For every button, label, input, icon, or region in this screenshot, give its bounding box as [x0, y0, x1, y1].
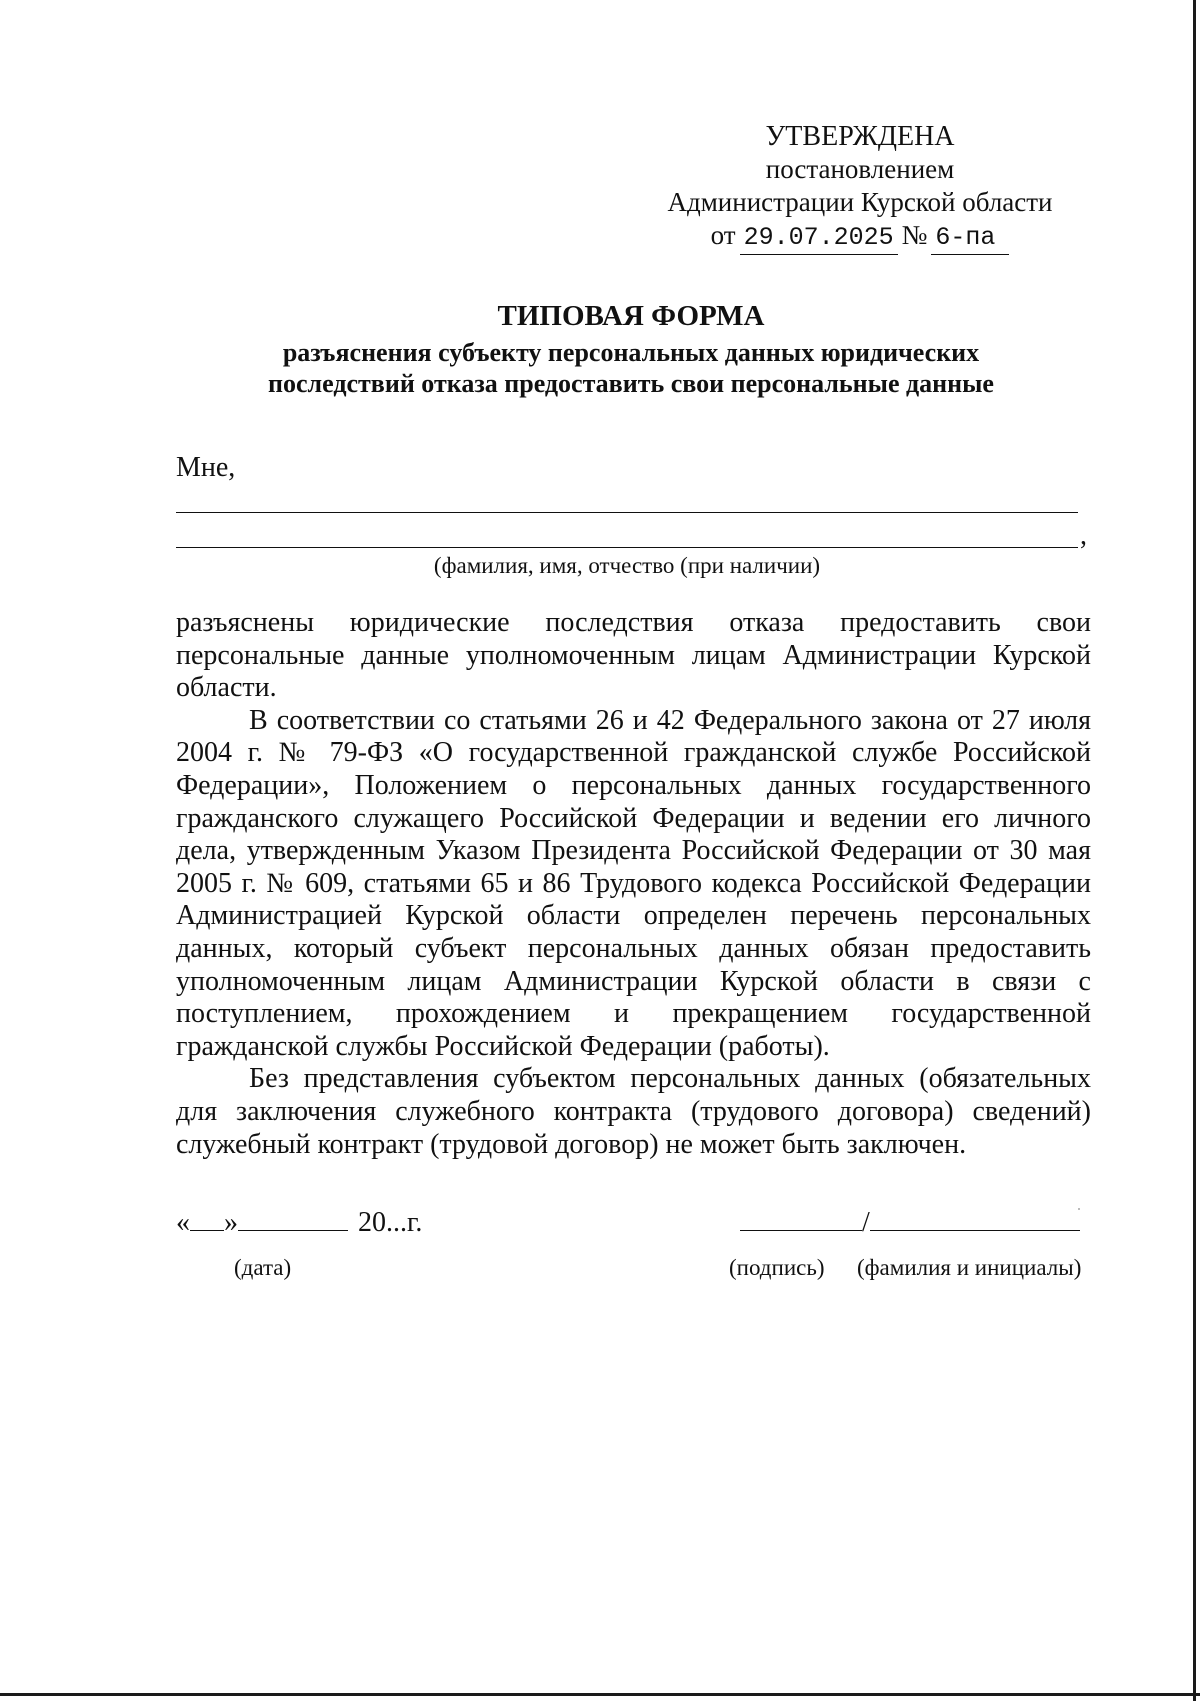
date-hint: (дата): [234, 1255, 292, 1280]
paragraph-2: В соответствии со статьями 26 и 42 Федерального закона от 27 июля 2004 г. № 79-ФЗ «О государственной гражданской службе Российской Федерации», Положением о персональных данных государственного гражданского служащего Российской Федерации и ведении его личного дела, утвержденным Указом Президента Российской Федерации от 30 мая 2005 г. № 609, статьями 65 и 86 Трудового кодекса Российской Федерации Администрацией Курской области определен перечень персональных данных, который субъект персональных данных обязан предоставить уполномоченным лицам Администрации Курской области в связи с поступлением, прохождением и прекращением государственной гражданской службы Российской Федерации (работы).: [176, 704, 1091, 1062]
day-blank[interactable]: [190, 1208, 224, 1231]
paragraph-1: разъяснены юридические последствия отказа предоставить свои персональные данные уполномоченным лицам Администрации Курской области.: [176, 607, 1091, 704]
paragraph-3: Без представления субъектом персональных данных (обязательных для заключения служебного контракта (трудового договора) сведений) служебный контракт (трудовой договор) не может быть заключен.: [176, 1063, 1091, 1160]
year-text: 20...г.: [358, 1207, 423, 1238]
fio-hint: (фамилия, имя, отчество (при наличии): [433, 553, 821, 578]
form-subtitle-line-2: последствий отказа предоставить свои персональные данные: [268, 369, 994, 398]
approval-stamp-block: [640, 120, 1080, 255]
signature-field: [740, 1207, 1080, 1239]
initials-blank[interactable]: [870, 1208, 1080, 1231]
signature-hint: (подпись): [729, 1255, 825, 1280]
quote-open: «: [176, 1207, 190, 1238]
fio-line-1[interactable]: [176, 512, 1078, 513]
signature-blank[interactable]: [740, 1208, 862, 1231]
month-blank[interactable]: [238, 1208, 348, 1231]
initials-hint: (фамилия и инициалы): [857, 1255, 1082, 1280]
scan-edge-right: [1193, 0, 1196, 1701]
body-text: [176, 607, 1091, 1161]
approval-word: УТВЕРЖДЕНА: [765, 121, 955, 152]
scan-edge-bottom: [0, 1693, 1200, 1696]
scan-speck: [1078, 1208, 1080, 1210]
number-sign: №: [901, 220, 928, 250]
form-title: ТИПОВАЯ ФОРМА: [497, 300, 765, 332]
date-field: [176, 1207, 422, 1239]
fio-comma: ,: [1080, 520, 1087, 551]
approval-number: 6-па: [931, 221, 1009, 255]
approval-line-2: Администрации Курской области: [667, 187, 1053, 217]
quote-close: »: [224, 1207, 238, 1238]
form-subtitle-line-1: разъяснения субъекту персональных данных юридических: [282, 338, 980, 367]
fio-line-2[interactable]: [176, 547, 1078, 548]
approval-date: 29.07.2025: [740, 221, 898, 255]
mne-label: Мне,: [176, 452, 236, 483]
signature-slash: /: [862, 1207, 870, 1238]
approval-date-number: [640, 219, 1080, 255]
from-label: от: [710, 220, 736, 250]
approval-line-1: постановлением: [765, 154, 955, 184]
